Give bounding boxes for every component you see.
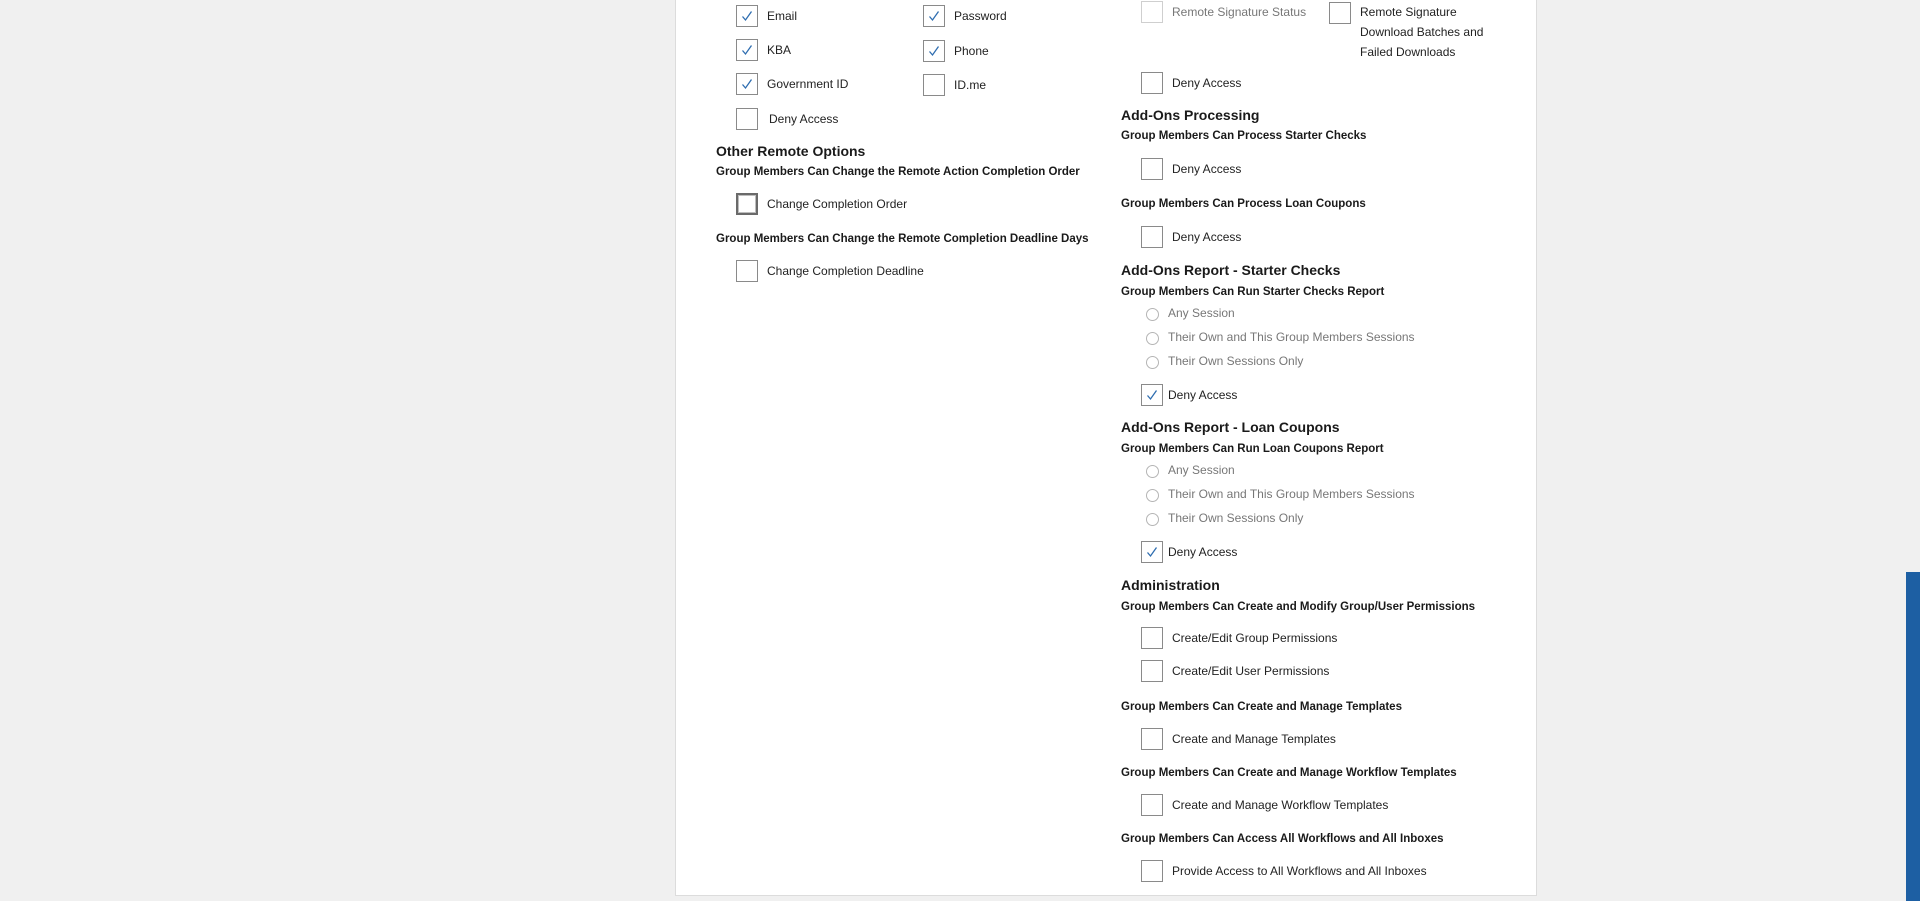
manage-templates-label: Create and Manage Templates [1172,732,1336,746]
loan-any-session-radio[interactable] [1146,465,1159,478]
remote-signature-status-checkbox[interactable] [1141,1,1163,23]
run-loan-coupons-report-heading: Group Members Can Run Loan Coupons Report [1121,443,1384,455]
all-workflows-label: Provide Access to All Workflows and All Inboxes [1172,864,1427,878]
change-completion-order-label: Change Completion Order [767,197,908,211]
kba-checkbox[interactable] [736,39,758,61]
starter-own-and-group-label: Their Own and This Group Members Sessions [1168,330,1415,344]
process-starter-checks-deny-checkbox[interactable] [1141,158,1163,180]
idme-checkbox[interactable] [923,74,945,96]
loan-own-and-group-radio[interactable] [1146,489,1159,502]
checkmark-icon [1142,542,1162,562]
verify-deny-access-label: Deny Access [769,112,839,126]
password-checkbox[interactable] [923,5,945,27]
scrollbar-thumb[interactable] [1906,572,1920,901]
checkmark-icon [737,6,757,26]
process-starter-checks-deny-label: Deny Access [1172,162,1242,176]
completion-order-heading: Group Members Can Change the Remote Action Completion Order [716,166,1080,178]
checkmark-icon [924,41,944,61]
starter-any-session-radio[interactable] [1146,308,1159,321]
process-loan-coupons-heading: Group Members Can Process Loan Coupons [1121,198,1366,210]
email-label: Email [767,9,798,23]
run-starter-checks-report-heading: Group Members Can Run Starter Checks Report [1121,286,1385,298]
idme-label: ID.me [954,78,987,92]
remote-signature-deny-access-label: Deny Access [1172,76,1242,90]
starter-report-deny-access-label: Deny Access [1168,388,1238,402]
remote-signature-download-checkbox[interactable] [1329,2,1351,24]
checkmark-icon [737,74,757,94]
templates-heading: Group Members Can Create and Manage Templates [1121,701,1402,713]
loan-report-deny-access-checkbox[interactable] [1141,541,1163,563]
verify-deny-access-checkbox[interactable] [736,108,758,130]
process-loan-coupons-deny-checkbox[interactable] [1141,226,1163,248]
remote-signature-deny-access-checkbox[interactable] [1141,72,1163,94]
all-workflows-checkbox[interactable] [1141,860,1163,882]
administration-title: Administration [1121,577,1220,593]
starter-any-session-label: Any Session [1168,306,1235,320]
user-permissions-label: Create/Edit User Permissions [1172,664,1330,678]
starter-own-only-radio[interactable] [1146,356,1159,369]
remote-signature-status-label: Remote Signature Status [1172,5,1307,19]
loan-own-and-group-label: Their Own and This Group Members Sessions [1168,487,1415,501]
kba-label: KBA [767,43,792,57]
remote-signature-download-label: Remote Signature Download Batches and Failed Downloads [1360,5,1484,59]
workflow-templates-heading: Group Members Can Create and Manage Workflow Templates [1121,767,1457,779]
process-loan-coupons-deny-label: Deny Access [1172,230,1242,244]
process-starter-checks-heading: Group Members Can Process Starter Checks [1121,130,1367,142]
email-checkbox[interactable] [736,5,758,27]
starter-report-deny-access-checkbox[interactable] [1141,384,1163,406]
permissions-panel [675,0,1537,896]
other-remote-options-title: Other Remote Options [716,143,866,159]
permissions-heading: Group Members Can Create and Modify Group/User Permissions [1121,601,1476,613]
addons-processing-title: Add-Ons Processing [1121,107,1260,123]
report-starter-checks-title: Add-Ons Report - Starter Checks [1121,262,1341,278]
change-completion-deadline-label: Change Completion Deadline [767,264,924,278]
manage-workflow-templates-checkbox[interactable] [1141,794,1163,816]
government-id-checkbox[interactable] [736,73,758,95]
checkmark-icon [924,6,944,26]
report-loan-coupons-title: Add-Ons Report - Loan Coupons [1121,419,1340,435]
checkmark-icon [1142,385,1162,405]
loan-any-session-label: Any Session [1168,463,1235,477]
phone-label: Phone [954,44,989,58]
completion-deadline-heading: Group Members Can Change the Remote Completion Deadline Days [716,233,1089,245]
change-completion-order-checkbox[interactable] [736,193,758,215]
password-label: Password [954,9,1007,23]
loan-own-only-radio[interactable] [1146,513,1159,526]
change-completion-deadline-checkbox[interactable] [736,260,758,282]
group-permissions-checkbox[interactable] [1141,627,1163,649]
loan-own-only-label: Their Own Sessions Only [1168,511,1304,525]
checkmark-icon [737,40,757,60]
government-id-label: Government ID [767,77,849,91]
group-permissions-label: Create/Edit Group Permissions [1172,631,1338,645]
phone-checkbox[interactable] [923,40,945,62]
manage-workflow-templates-label: Create and Manage Workflow Templates [1172,798,1389,812]
user-permissions-checkbox[interactable] [1141,660,1163,682]
starter-own-only-label: Their Own Sessions Only [1168,354,1304,368]
loan-report-deny-access-label: Deny Access [1168,545,1238,559]
manage-templates-checkbox[interactable] [1141,728,1163,750]
all-workflows-heading: Group Members Can Access All Workflows and All Inboxes [1121,833,1444,845]
starter-own-and-group-radio[interactable] [1146,332,1159,345]
